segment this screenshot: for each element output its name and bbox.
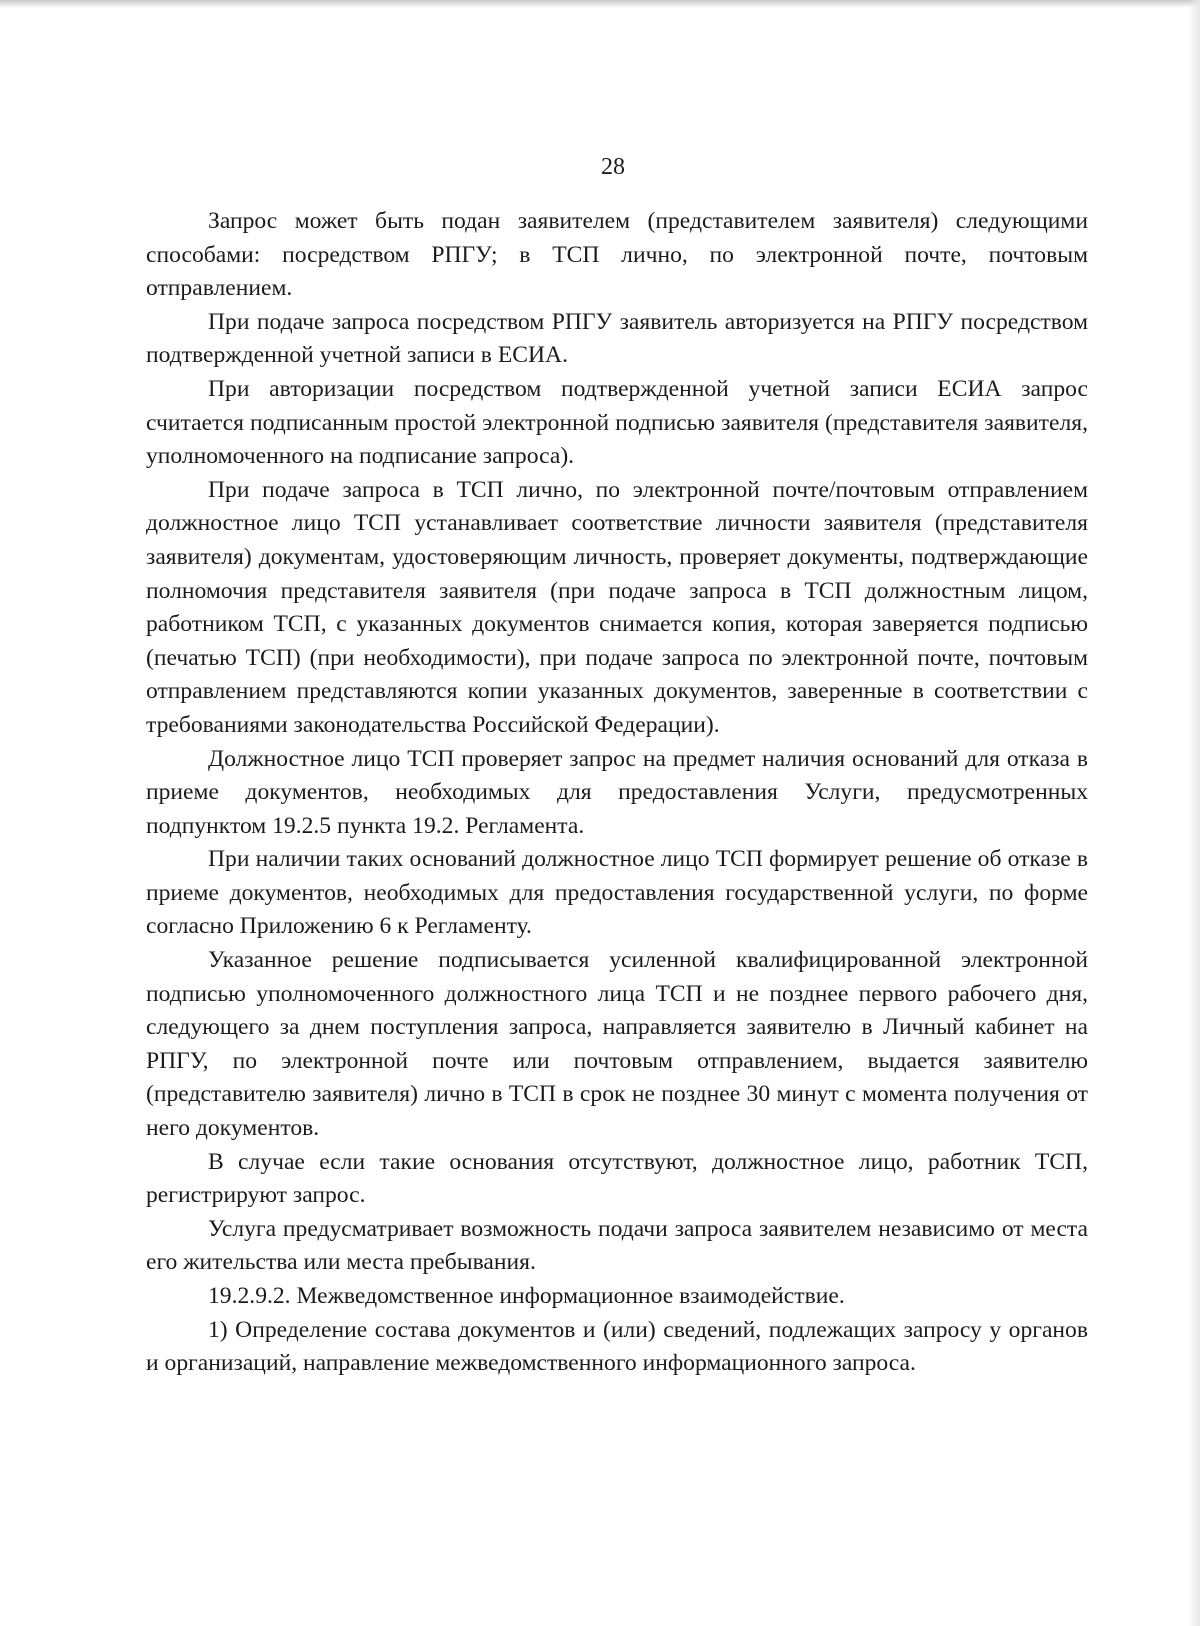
paragraph-refusal-decision: При наличии таких оснований должностное лицо ТСП формирует решение об отказе в приеме документов, необходимых для предоставления государственной услуги, по форме согласно Приложению 6 к Регламенту. [146,846,1088,940]
scan-edge-right [1188,0,1200,1626]
paragraph-tsp-identity-check: При подаче запроса в ТСП лично, по электронной почте/почтовым отправлением должностное лицо ТСП устанавливает соответствие личности заявителя (представителя заявителя) документам, удостоверяющим личность, проверяет документы, подтверждающие полномочия представителя заявителя (при подаче запроса в ТСП должностным лицом, работником ТСП, с указанных документов снимается копия, которая заверяется подписью (печатью ТСП) (при необходимости), при подаче запроса по электронной почте, почтовым отправлением представляются копии указанных документов, заверенные в соответствии с требованиями законодательства Российской Федерации). [146,476,1088,738]
scan-edge-top [0,0,1200,8]
paragraph-esia-signature: При авторизации посредством подтвержденной учетной записи ЕСИА запрос считается подписанным простой электронной подписью заявителя (представителя заявителя, уполномоченного на подписание запроса). [146,375,1088,470]
paragraph-decision-delivery: Указанное решение подписывается усиленной квалифицированной электронной подписью уполномоченного должностного лица ТСП и не позднее первого рабочего дня, следующего за днем поступления запроса, направляется заявителю в Личный кабинет на РПГУ, по электронной почте или почтовым отправлением, выдается заявителю (представителю заявителя) лично в ТСП в срок не позднее 30 минут с момента получения от него документов. [146,947,1088,1142]
section-heading-19-2-9-2: 19.2.9.2. Межведомственное информационное взаимодействие. [208,1283,845,1309]
page-number: 28 [601,154,625,180]
paragraph-refusal-grounds-check: Должностное лицо ТСП проверяет запрос на предмет наличия оснований для отказа в приеме документов, необходимых для предоставления Услуги, предусмотренных подпунктом 19.2.5 пункта 19.2. Регламента. [146,745,1088,839]
paragraph-submission-methods: Запрос может быть подан заявителем (представителем заявителя) следующими способами: посредством РПГУ; в ТСП лично, по электронной почте, почтовым отправлением. [146,208,1088,302]
paragraph-extraterritorial: Услуга предусматривает возможность подачи запроса заявителем независимо от места его жительства или места пребывания. [146,1215,1088,1276]
paragraph-rpgu-authorization: При подаче запроса посредством РПГУ заявитель авторизуется на РПГУ посредством подтвержденной учетной записи в ЕСИА. [146,308,1088,369]
paragraph-registration: В случае если такие основания отсутствуют, должностное лицо, работник ТСП, регистрируют запрос. [146,1148,1088,1209]
paragraph-interagency-request: 1) Определение состава документов и (или) сведений, подлежащих запросу у органов и организаций, направление межведомственного информационного запроса. [146,1316,1088,1377]
document-body [146,205,1088,1381]
